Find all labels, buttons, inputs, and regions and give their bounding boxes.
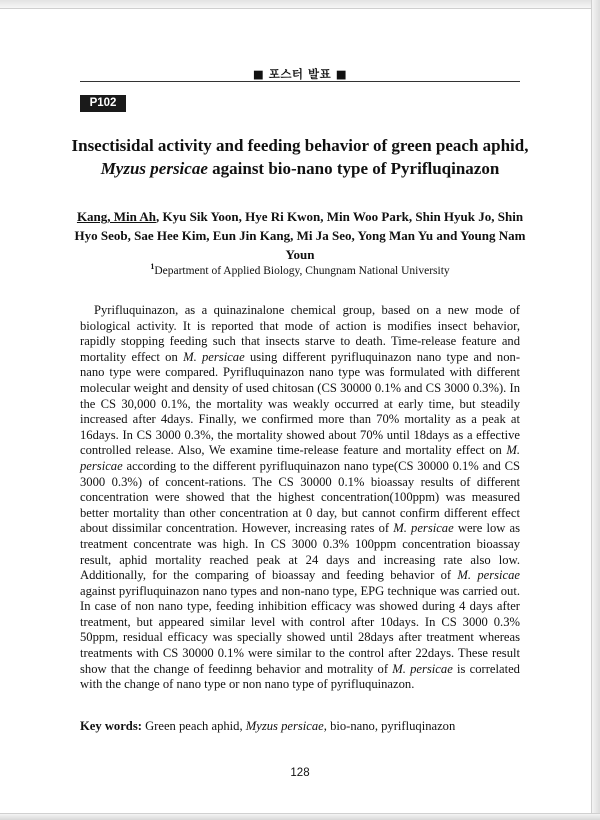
scrollbar-track[interactable] [591,0,600,820]
abstract-text: Pyrifluquinazon, as a quinazinalone chemical group, based on a new mode of biological activity. It is reported that mode of action is modifies insect behavior, rapidly stopping feeding such that insects starve to death. Time-release feature and mortality effect on [80,303,520,364]
window-bottom-edge [0,813,600,820]
paper-title [60,134,540,180]
title-line-1: Insectisidal activity and feeding behavior of green peach aphid, [71,136,529,155]
co-authors: , Kyu Sik Yoon, Hye Ri Kwon, Min Woo Park, Shin Hyuk Jo, Shin Hyo Seob, Sae Hee Kim, Eun Jin Kang, Mi Ja Seo, Yong Man Yu and Young Nam Youn [74,209,526,262]
species-name: M. persicae [183,349,245,364]
species-name: M. persicae [392,661,453,676]
abstract-text: against pyrifluquinazon nano types and non-nano type, EPG technique was carried out. In case of non nano type, feeding inhibition efficacy was showed during 4 days after treatment, but appeared similar level with control after 10days. In CS 3000 0.3% 50ppm, residual efficacy was specially showed until 28days after treatment whereas treatments with CS 30000 0.1% were similar to the control after 22days. These result show that the change of feedinng behavior and motrality of [80,583,520,676]
abstract-text: is correlated with the change of nano type or non nano type of pyrifluquinazon. [80,661,520,692]
keywords-label: Key words: [80,719,142,733]
title-species: Myzus persicae [100,159,208,178]
header-rule [80,81,520,82]
species-name: M. persicae [393,521,454,536]
abstract-text: using different pyrifluquinazon nano type and non-nano type were compared. Pyrifluquinazon nano type was formulated with different molecular weight and density of used chitosan (CS 30000 0.1% and CS 3000 0.3%). In the CS 30,000 0.1%, the mortality was weakly occurred at early time, but steadily increased after 4days. Finally, we confirmed more than 70% mortality as a peak at 16days. In CS 3000 0.3%, the mortality showed about 70% until 18days as a effective controlled release. Also, We examine time-release feature and mortality effect on [80,349,521,458]
section-header: ■ 포스터 발표 ■ [252,67,348,81]
affiliation-marker: 1 [150,262,155,271]
species-name: M. persicae [80,443,520,473]
species-name: M. persicae [457,568,521,583]
lead-author: Kang, Min Ah [76,209,157,224]
abstract-text: were low as treatment concentrate was high. In CS 3000 0.3% 100ppm concentration bioassay result, aphid mortality reached peak at 24 days and increasing rate also low. Additionally, for the comparing of bioassay and feeding behavior of [80,521,521,583]
page-number: 128 [290,767,310,779]
title-line-2: against bio-nano type of Pyrifluqinazon [207,159,500,178]
poster-id-badge: P102 [80,95,126,112]
keywords-first: Green peach aphid, [141,719,246,733]
affiliation [70,262,530,277]
keywords [80,719,520,734]
window-top-edge [0,0,600,9]
abstract-body [80,303,520,693]
author-list [70,207,530,264]
keywords-rest: bio-nano, pyrifluqinazon [326,719,456,733]
keywords-species: Myzus persicae, [245,719,327,733]
affiliation-text: Department of Applied Biology, Chungnam National University [154,264,450,277]
abstract-text: according to the different pyrifluquinazon nano type(CS 30000 0.1% and CS 3000 0.3%) of concent-rations. The CS 30000 0.1% bioassay results of different concentration were showed that the highest concentration(100ppm) was measured better mortality than other concentration at 0 day, but cannot confirm different effect about dissimilar concentration. However, increasing rates of [80,458,520,536]
